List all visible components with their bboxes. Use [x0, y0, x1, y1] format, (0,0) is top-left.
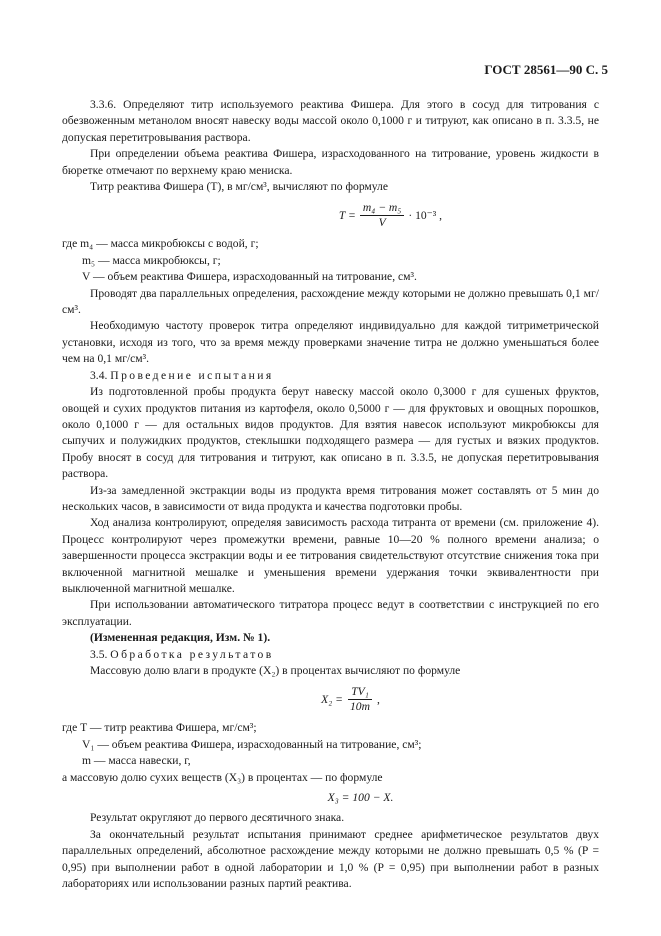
section-3-4-heading [62, 368, 599, 384]
paragraph-sample: Из подготовленной пробы продукта берут навеску массой около 0,3000 г для сушеных фруктов, овощей и сухих продуктов питания из картофеля, около 0,5000 г — для фруктовых и овощных порошков, около 0,1000 г — для остальных видов продуктов. Для взятия навесок используют микробюксы для сыпучих и полужидких продуктов, стеклышки подходящего размера — для густых и вязких продуктов. Пробу вносят в сосуд для титрования и титруют, как описано в п. 3.3.5, не допуская перетитровывания раствора. [62, 385, 599, 481]
section-title: Обработка результатов [110, 647, 274, 661]
section-3-5-heading [62, 647, 599, 663]
legend-line [62, 236, 599, 252]
formula-titre-denominator: V [378, 216, 386, 230]
legend-item: V — объем реактива Фишера, израсходованный на титрование, см³. [82, 270, 417, 284]
formula-moisture-numerator: TV₁ [348, 685, 372, 700]
paragraph-control: Ход анализа контролируют, определяя зависимость расхода титранта от времени (см. приложение 4). Процесс контролируют через промежутки времени, равные 10—20 % полного времени анализа; о завершенности процесса экстракции воды и ее титрования свидетельствуют отсутствие снижения тока при включенной магнитной мешалке и уменьшения времени удержания точки эквивалентности при выключенной магнитной мешалке. [62, 516, 599, 595]
section-number: 3.5. [90, 647, 108, 661]
paragraph-parallel: Проводят два параллельных определения, расхождение между которыми не должно превышать 0,1 мг/см³. [62, 286, 599, 317]
legend-item: T — титр реактива Фишера, мг/см³; [80, 721, 257, 735]
paragraph-moisture-intro: Массовую долю влаги в продукте (X₂) в процентах вычисляют по формуле [90, 664, 461, 677]
legend-lead: где [62, 237, 78, 251]
formula-moisture-lhs: X₂ = [321, 692, 343, 706]
formula-titre-fraction [360, 201, 404, 230]
formula-dry-matter: X₃ = 100 − X. [327, 791, 394, 805]
legend-item: m — масса навески, г, [82, 754, 191, 768]
formula-moisture-denominator: 10m [349, 700, 370, 714]
formula-titre [182, 201, 599, 230]
legend-line [62, 720, 599, 736]
paragraph-extraction: Из-за замедленной экстракции воды из продукта время титрования может составлять от 5 мин до нескольких часов, в зависимости от вида продукта и качества подготовки пробы. [62, 483, 599, 513]
paragraph-frequency: Необходимую частоту проверок титра определяют индивидуально для каждой титриметрической установки, исходя из того, что за время между проверками значение титра не должно уменьшаться более чем на 0,1 мг/см³. [62, 319, 599, 366]
paragraph-rounding: Результат округляют до первого десятичного знака. [90, 811, 345, 825]
paragraph-dry-matter-intro: а массовую долю сухих веществ (X₃) в процентах — по формуле [62, 770, 383, 784]
legend-lead: где [62, 721, 78, 735]
paragraph-final-result: За окончательный результат испытания принимают среднее арифметическое результатов двух параллельных определений, абсолютное расхождение между которыми не должно превышать 0,5 % (P = 0,95) при выполнении работ в одной лаборатории и 1,0 % (P = 0,95) при выполнении работ в разных лабораториях или использовании разных партий реактива. [62, 827, 599, 891]
paragraph-3-3-6: 3.3.6. Определяют титр используемого реактива Фишера. Для этого в сосуд для титрования с обезвоженным метанолом вносят навеску воды массой около 0,1000 г и титруют, как описано в п. 3.3.5, не допуская перетитровывания раствора. [62, 98, 599, 144]
formula-moisture-rhs: , [376, 692, 380, 706]
page-header: ГОСТ 28561—90 С. 5 [484, 62, 608, 77]
paragraph-meniscus: При определении объема реактива Фишера, израсходованного на титрование, уровень жидкости в бюретке отмечают по верхнему краю мениска. [62, 147, 599, 177]
section-title: Проведение испытания [110, 368, 274, 382]
legend-item: m₅ — масса микробюксы, г; [82, 253, 221, 267]
paragraph-amendment: (Измененная редакция, Изм. № 1). [90, 631, 271, 645]
formula-moisture-fraction [347, 685, 373, 714]
legend-item: m₄ — масса микробюксы с водой, г; [80, 237, 259, 251]
formula-titre-lhs: T = [338, 208, 356, 222]
document-body [62, 97, 599, 892]
formula-titre-rhs: · 10⁻³ , [408, 208, 443, 222]
paragraph-titre-formula-intro: Титр реактива Фишера (T), в мг/см³, вычисляют по формуле [90, 180, 388, 194]
section-number: 3.4. [90, 368, 108, 382]
formula-moisture [102, 685, 599, 714]
paragraph-auto-titrator: При использовании автоматического титратора процесс ведут в соответствии с инструкцией по его эксплуатации. [62, 598, 599, 628]
legend-item: V₁ — объем реактива Фишера, израсходованный на титрование, см³; [82, 737, 422, 751]
formula-titre-numerator: m₄ − m₅ [360, 201, 404, 216]
